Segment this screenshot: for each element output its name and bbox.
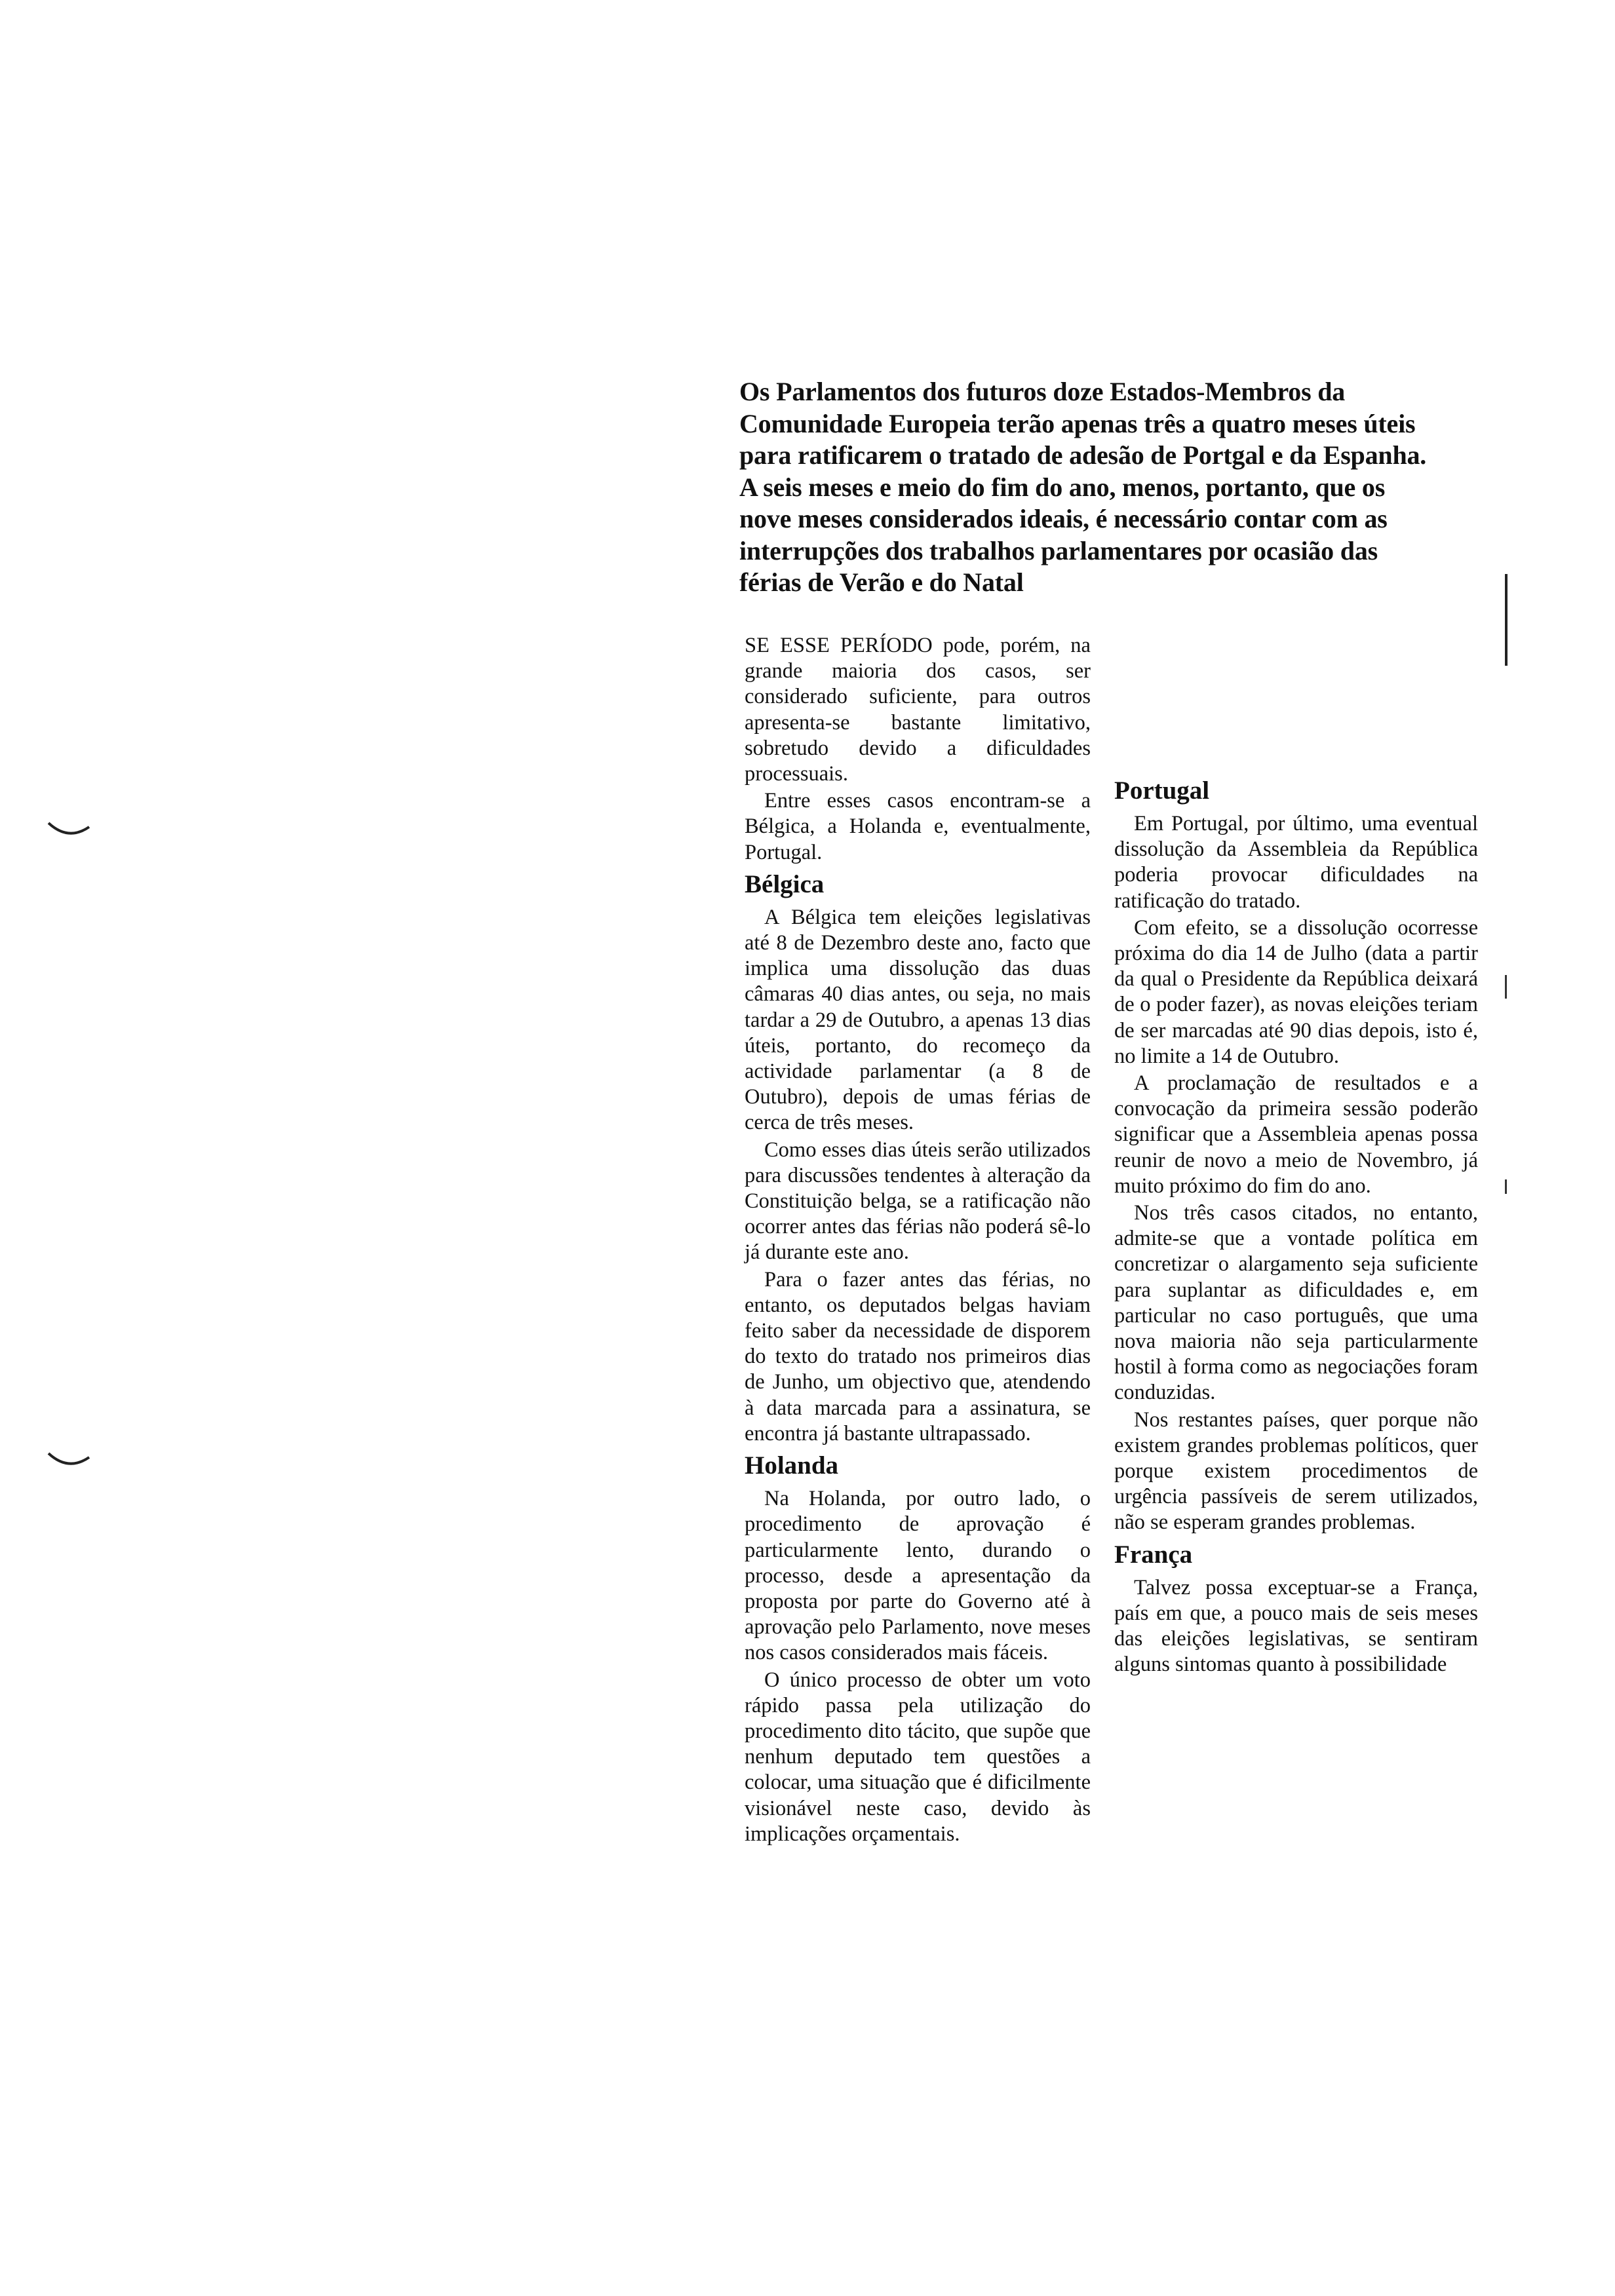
margin-tick-mark <box>1505 1179 1507 1194</box>
holanda-paragraph-2: O único processo de obter um voto rápido passa pela utilização do procedimento dito tácito, que supõe que nenhum deputado tem questões a colocar, uma situação que é dificilmente visionável neste caso, devido às implicações orçamentais. <box>745 1668 1091 1846</box>
portugal-paragraph-5: Nos restantes países, quer porque não existem grandes problemas políticos, quer porque existem procedimentos de urgência passíveis de serem utilizados, não se esperam grandes problemas. <box>1114 1407 1478 1535</box>
belgica-paragraph-3: Para o fazer antes das férias, no entanto, os deputados belgas haviam feito saber da necessidade de disporem do texto do tratado nos primeiros dias de Junho, um objectivo que, atendendo à data marcada para a assinatura, se encontra já bastante ultrapassado. <box>745 1267 1091 1445</box>
lead-in-caps: SE ESSE PERÍODO <box>745 634 933 657</box>
portugal-paragraph-1: Em Portugal, por último, uma eventual dissolução da Assembleia da República poderia provocar dificuldades na ratificação do tratado. <box>1114 812 1478 913</box>
portugal-paragraph-3: A proclamação de resultados e a convocação da primeira sessão poderão significar que a Assembleia apenas possa reunir de novo a meio de Novembro, já muito próximo do fim do ano. <box>1114 1071 1478 1198</box>
margin-rule-mark <box>1505 574 1508 666</box>
article-column-right <box>1114 633 1478 1678</box>
binder-hole-mark-top <box>46 818 92 847</box>
section-heading-belgica: Bélgica <box>745 870 825 898</box>
belgica-paragraph-2: Como esses dias úteis serão utilizados para discussões tendentes à alteração da Constituição belga, se a ratificação não ocorrer antes das férias não poderá sê-lo já durante este ano. <box>745 1138 1091 1265</box>
article-lede: Os Parlamentos dos futuros doze Estados-Membros da Comunidade Europeia terão apenas três a quatro meses úteis para ratificarem o tratado de adesão de Portgal e da Espanha. A seis meses e meio do fim do ano, menos, portanto, que os nove meses considerados ideais, é necessário contar com as interrupções dos trabalhos parlamentares por ocasião das férias de Verão e do Natal <box>739 377 1427 597</box>
section-heading-franca: França <box>1114 1540 1193 1569</box>
belgica-paragraph-1: A Bélgica tem eleições legislativas até 8 de Dezembro deste ano, facto que implica uma dissolução das duas câmaras 40 dias antes, ou seja, no mais tardar a 29 de Outubro, a apenas 13 dias úteis, portanto, do recomeço da actividade parlamentar (a 8 de Outubro), depois de umas férias de cerca de três meses. <box>745 905 1091 1135</box>
margin-tick-mark <box>1505 975 1507 999</box>
section-heading-portugal: Portugal <box>1114 776 1210 805</box>
article-column-left <box>745 633 1091 1847</box>
holanda-paragraph-1: Na Holanda, por outro lado, o procedimento de aprovação é particularmente lento, durando o processo, desde a apresentação da proposta por parte do Governo até à aprovação pelo Parlamento, nove meses nos casos considerados mais fáceis. <box>745 1487 1091 1665</box>
section-heading-holanda: Holanda <box>745 1451 839 1480</box>
binder-hole-mark-bottom <box>46 1448 92 1478</box>
portugal-paragraph-4: Nos três casos citados, no entanto, admite-se que a vontade política em concretizar o alargamento seja suficiente para suplantar as dificuldades e, em particular no caso português, que uma nova maioria não seja particularmente hostil à forma como as negociações foram conduzidas. <box>1114 1201 1478 1405</box>
intro-paragraph-text: pode, porém, na grande maioria dos casos, ser considerado suficiente, para outros apresenta-se bastante limitativo, sobretudo devido a dificuldades processuais. <box>745 634 1091 786</box>
franca-paragraph-1: Talvez possa exceptuar-se a França, país em que, a pouco mais de seis meses das eleições legislativas, se sentiram alguns sintomas quanto à possibilidade <box>1114 1575 1478 1677</box>
intro-paragraph-2: Entre esses casos encontram-se a Bélgica, a Holanda e, eventualmente, Portugal. <box>745 789 1091 864</box>
intro-paragraph <box>745 633 1091 787</box>
portugal-paragraph-2: Com efeito, se a dissolução ocorresse próxima do dia 14 de Julho (data a partir da qual o Presidente da República deixará de o poder fazer), as novas eleições teriam de ser marcadas até 90 dias depois, isto é, no limite a 14 de Outubro. <box>1114 915 1478 1068</box>
